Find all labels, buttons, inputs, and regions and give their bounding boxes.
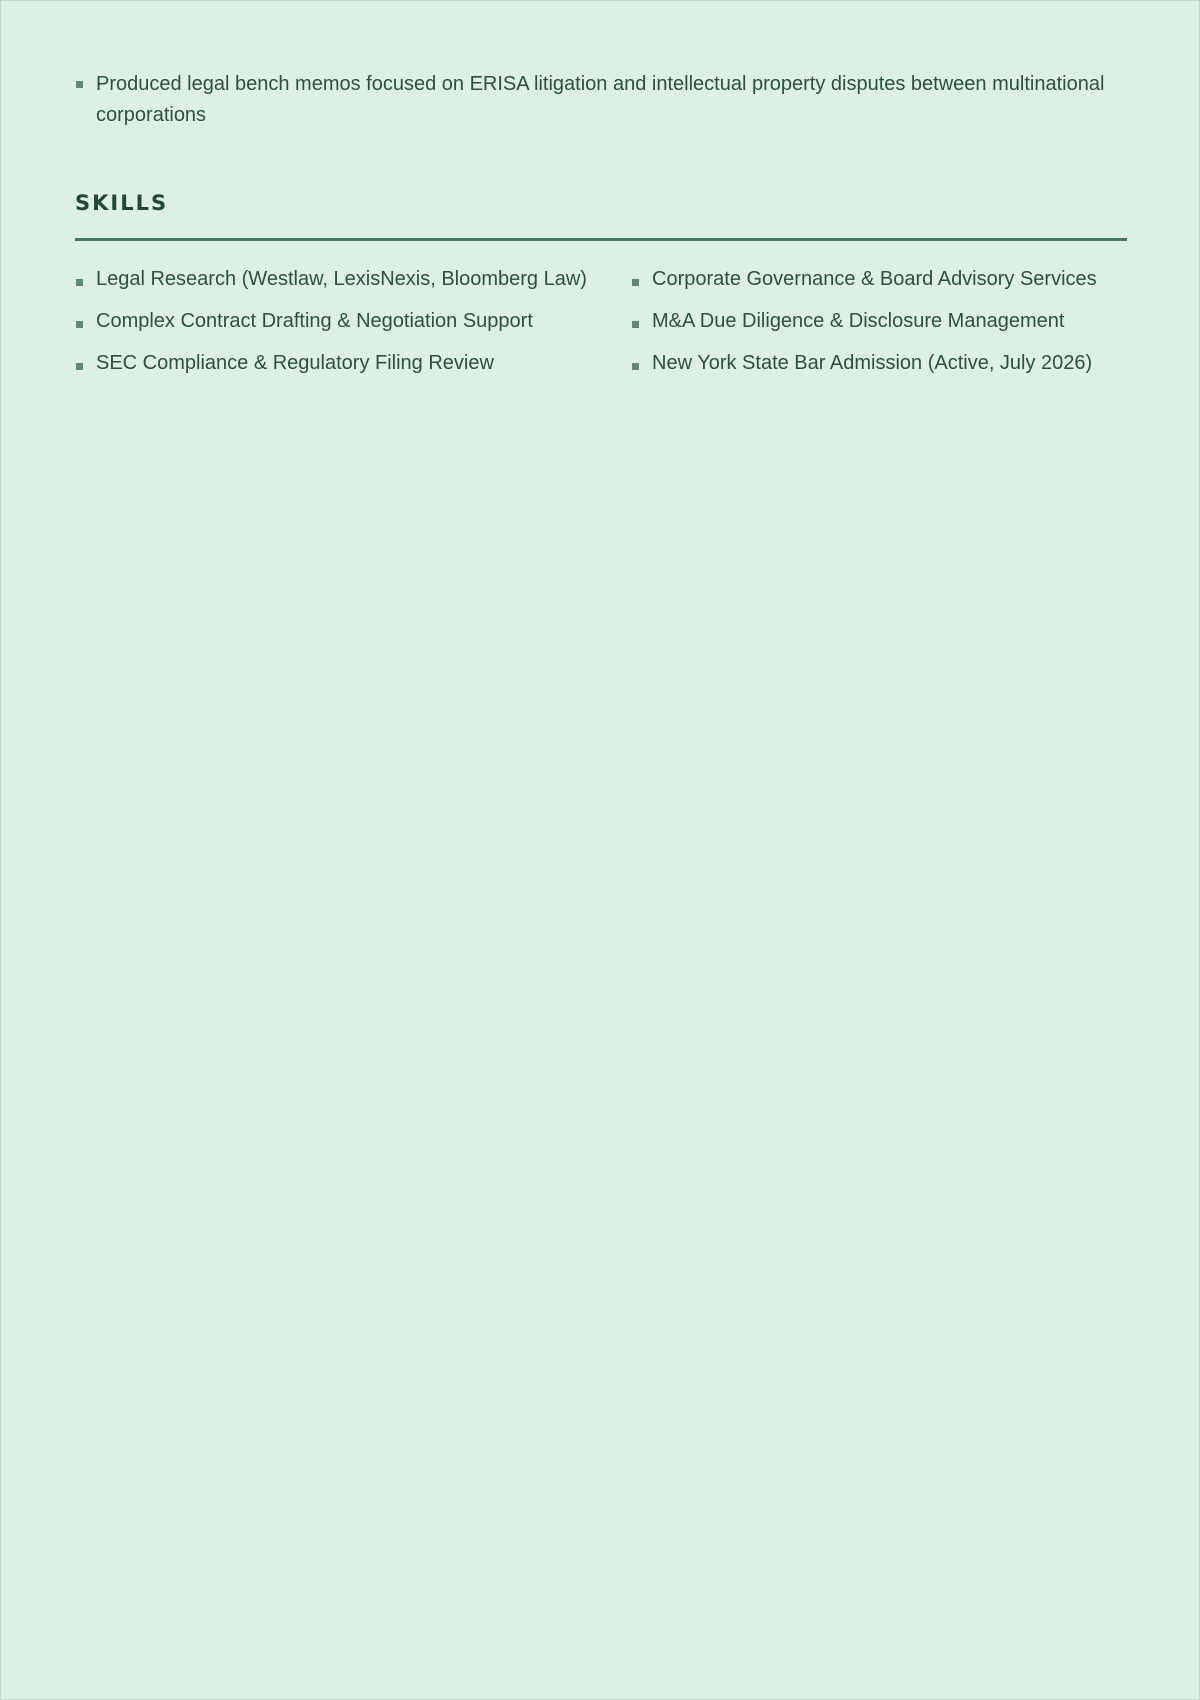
square-bullet-icon xyxy=(76,81,83,88)
experience-bullet xyxy=(75,69,1110,131)
skill-item xyxy=(75,348,631,379)
skills-list xyxy=(75,264,1127,379)
square-bullet-icon xyxy=(632,363,639,370)
skill-text: Legal Research (Westlaw, LexisNexis, Bloomberg Law) xyxy=(96,268,587,290)
skill-item xyxy=(75,306,631,337)
section-divider xyxy=(75,238,1127,241)
skill-item xyxy=(631,348,1127,379)
skill-text: Complex Contract Drafting & Negotiation Support xyxy=(96,310,533,332)
skill-text: New York State Bar Admission (Active, July 2026) xyxy=(652,352,1093,374)
skill-item xyxy=(75,264,631,295)
experience-bullet-list xyxy=(75,69,1110,131)
skill-item xyxy=(631,264,1127,295)
square-bullet-icon xyxy=(632,279,639,286)
skill-text: Corporate Governance & Board Advisory Services xyxy=(652,268,1097,290)
square-bullet-icon xyxy=(76,321,83,328)
skill-text: M&A Due Diligence & Disclosure Management xyxy=(652,310,1065,332)
experience-bullet-text: Produced legal bench memos focused on ERISA litigation and intellectual property disputes between multinational corporations xyxy=(96,73,1105,126)
skill-text: SEC Compliance & Regulatory Filing Review xyxy=(96,352,494,374)
square-bullet-icon xyxy=(632,321,639,328)
square-bullet-icon xyxy=(76,279,83,286)
skills-heading: SKILLS xyxy=(75,191,169,215)
skill-item xyxy=(631,306,1127,337)
square-bullet-icon xyxy=(76,363,83,370)
